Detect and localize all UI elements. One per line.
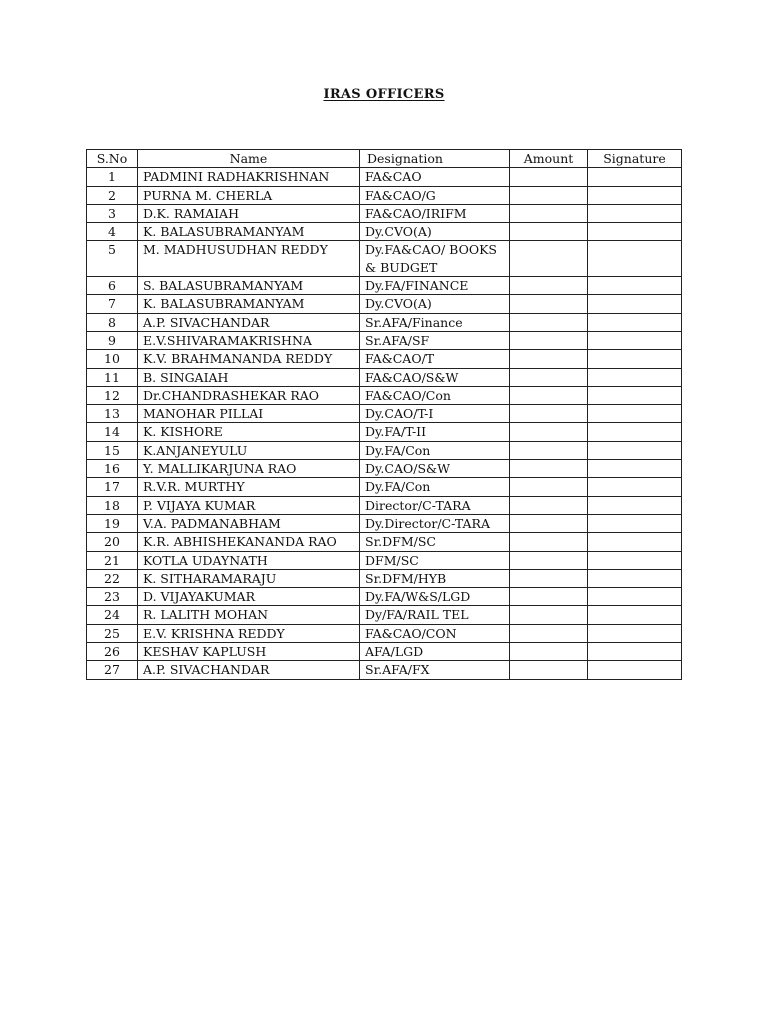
table-row [87,643,682,661]
cell-designation: Dy.FA/Con [360,478,510,496]
cell-signature [588,551,682,569]
cell-designation: Dy.CAO/S&W [360,460,510,478]
cell-amount [510,460,588,478]
cell-sno: 5 [87,241,138,277]
cell-sno: 25 [87,624,138,642]
cell-signature [588,533,682,551]
cell-sno: 21 [87,551,138,569]
cell-sno: 1 [87,168,138,186]
cell-name: PURNA M. CHERLA [138,186,360,204]
cell-name: D.K. RAMAIAH [138,204,360,222]
cell-designation: AFA/LGD [360,643,510,661]
table-row [87,223,682,241]
cell-designation: Dy.Director/C-TARA [360,514,510,532]
cell-sno: 16 [87,460,138,478]
header-signature: Signature [588,150,682,168]
cell-amount [510,331,588,349]
cell-amount [510,241,588,277]
table-row [87,478,682,496]
cell-sno: 14 [87,423,138,441]
table-row [87,386,682,404]
cell-sno: 15 [87,441,138,459]
cell-amount [510,423,588,441]
cell-designation: FA&CAO/Con [360,386,510,404]
cell-signature [588,186,682,204]
cell-amount [510,496,588,514]
cell-name: KESHAV KAPLUSH [138,643,360,661]
cell-name: KOTLA UDAYNATH [138,551,360,569]
table-row [87,588,682,606]
cell-signature [588,168,682,186]
cell-signature [588,295,682,313]
cell-name: P. VIJAYA KUMAR [138,496,360,514]
cell-sno: 22 [87,569,138,587]
header-name: Name [138,150,360,168]
table-row [87,277,682,295]
cell-signature [588,405,682,423]
cell-signature [588,331,682,349]
cell-sno: 10 [87,350,138,368]
table-row [87,186,682,204]
cell-sno: 20 [87,533,138,551]
cell-signature [588,368,682,386]
cell-amount [510,441,588,459]
cell-name: K. KISHORE [138,423,360,441]
table-row [87,331,682,349]
cell-name: Dr.CHANDRASHEKAR RAO [138,386,360,404]
cell-signature [588,204,682,222]
cell-signature [588,606,682,624]
header-sno: S.No [87,150,138,168]
cell-sno: 11 [87,368,138,386]
table-row [87,496,682,514]
cell-sno: 18 [87,496,138,514]
table-body [87,168,682,679]
cell-name: R.V.R. MURTHY [138,478,360,496]
cell-designation: Sr.AFA/FX [360,661,510,679]
cell-designation: Dy.FA&CAO/ BOOKS & BUDGET [360,241,510,277]
cell-designation: Sr.DFM/HYB [360,569,510,587]
cell-amount [510,551,588,569]
cell-signature [588,441,682,459]
cell-amount [510,514,588,532]
table-row [87,460,682,478]
cell-amount [510,186,588,204]
cell-amount [510,223,588,241]
table-row [87,350,682,368]
cell-signature [588,514,682,532]
cell-name: K.R. ABHISHEKANANDA RAO [138,533,360,551]
cell-name: S. BALASUBRAMANYAM [138,277,360,295]
cell-name: Y. MALLIKARJUNA RAO [138,460,360,478]
cell-signature [588,496,682,514]
cell-signature [588,460,682,478]
cell-name: D. VIJAYAKUMAR [138,588,360,606]
cell-signature [588,241,682,277]
cell-sno: 26 [87,643,138,661]
cell-designation: FA&CAO [360,168,510,186]
cell-signature [588,478,682,496]
cell-signature [588,386,682,404]
cell-signature [588,588,682,606]
cell-sno: 17 [87,478,138,496]
cell-amount [510,569,588,587]
cell-name: V.A. PADMANABHAM [138,514,360,532]
cell-amount [510,168,588,186]
cell-name: A.P. SIVACHANDAR [138,313,360,331]
cell-signature [588,223,682,241]
cell-signature [588,569,682,587]
cell-name: K.ANJANEYULU [138,441,360,459]
officers-table [86,149,682,680]
cell-signature [588,313,682,331]
cell-signature [588,624,682,642]
table-row [87,295,682,313]
header-amount: Amount [510,150,588,168]
table-row [87,405,682,423]
table-row [87,661,682,679]
header-row [87,150,682,168]
cell-sno: 7 [87,295,138,313]
cell-sno: 13 [87,405,138,423]
cell-designation: Dy.FA/W&S/LGD [360,588,510,606]
cell-signature [588,350,682,368]
cell-sno: 4 [87,223,138,241]
cell-amount [510,313,588,331]
cell-name: MANOHAR PILLAI [138,405,360,423]
cell-sno: 27 [87,661,138,679]
cell-amount [510,386,588,404]
cell-designation: Dy.CAO/T-I [360,405,510,423]
page-title [0,87,768,102]
cell-sno: 24 [87,606,138,624]
cell-amount [510,350,588,368]
cell-amount [510,204,588,222]
cell-signature [588,423,682,441]
cell-designation: Dy.FA/FINANCE [360,277,510,295]
cell-amount [510,277,588,295]
table-row [87,241,682,277]
cell-signature [588,643,682,661]
cell-designation: Dy.CVO(A) [360,295,510,313]
cell-designation: DFM/SC [360,551,510,569]
cell-name: PADMINI RADHAKRISHNAN [138,168,360,186]
cell-sno: 3 [87,204,138,222]
cell-amount [510,588,588,606]
cell-amount [510,405,588,423]
cell-amount [510,624,588,642]
cell-amount [510,295,588,313]
table-row [87,368,682,386]
cell-name: K.V. BRAHMANANDA REDDY [138,350,360,368]
cell-signature [588,661,682,679]
cell-amount [510,643,588,661]
cell-sno: 12 [87,386,138,404]
cell-signature [588,277,682,295]
table-row [87,423,682,441]
cell-designation: Director/C-TARA [360,496,510,514]
cell-name: E.V.SHIVARAMAKRISHNA [138,331,360,349]
cell-name: K. BALASUBRAMANYAM [138,295,360,313]
cell-sno: 23 [87,588,138,606]
cell-sno: 9 [87,331,138,349]
cell-sno: 6 [87,277,138,295]
cell-amount [510,368,588,386]
table-row [87,569,682,587]
table-row [87,204,682,222]
cell-name: K. SITHARAMARAJU [138,569,360,587]
header-designation: Designation [360,150,510,168]
cell-designation: FA&CAO/T [360,350,510,368]
cell-name: E.V. KRISHNA REDDY [138,624,360,642]
cell-designation: FA&CAO/CON [360,624,510,642]
cell-designation: Sr.AFA/Finance [360,313,510,331]
cell-designation: Sr.AFA/SF [360,331,510,349]
cell-designation: FA&CAO/S&W [360,368,510,386]
cell-name: A.P. SIVACHANDAR [138,661,360,679]
cell-amount [510,478,588,496]
cell-name: K. BALASUBRAMANYAM [138,223,360,241]
cell-name: B. SINGAIAH [138,368,360,386]
cell-name: R. LALITH MOHAN [138,606,360,624]
cell-designation: Dy.FA/Con [360,441,510,459]
cell-designation: Sr.DFM/SC [360,533,510,551]
cell-sno: 2 [87,186,138,204]
table-header [87,150,682,168]
table-row [87,313,682,331]
page-title-text: IRAS OFFICERS [323,87,445,102]
cell-amount [510,661,588,679]
cell-name: M. MADHUSUDHAN REDDY [138,241,360,277]
cell-amount [510,606,588,624]
table-row [87,441,682,459]
cell-designation: Dy.CVO(A) [360,223,510,241]
cell-designation: FA&CAO/IRIFM [360,204,510,222]
cell-designation: FA&CAO/G [360,186,510,204]
cell-sno: 8 [87,313,138,331]
table-row [87,514,682,532]
table-row [87,551,682,569]
table-row [87,624,682,642]
cell-designation: Dy/FA/RAIL TEL [360,606,510,624]
table-row [87,606,682,624]
table-row [87,168,682,186]
table-row [87,533,682,551]
cell-sno: 19 [87,514,138,532]
cell-designation: Dy.FA/T-II [360,423,510,441]
cell-amount [510,533,588,551]
